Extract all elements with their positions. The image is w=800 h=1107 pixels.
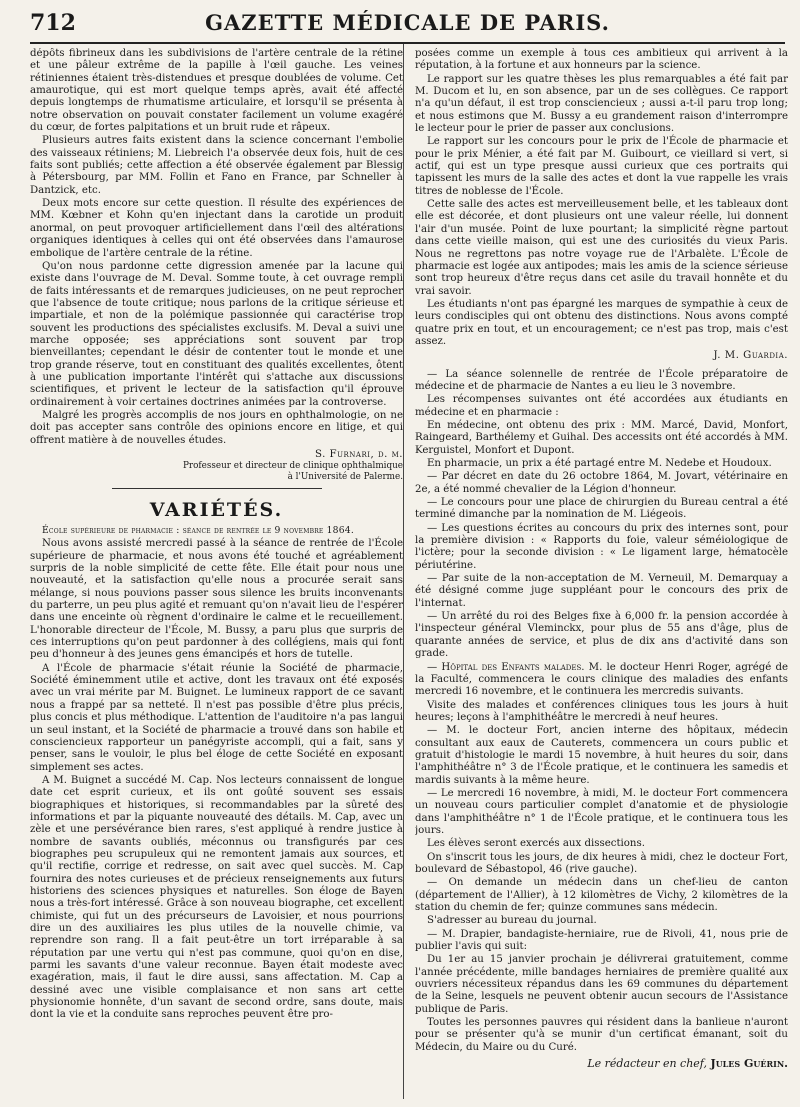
column-divider — [403, 44, 404, 1099]
paragraph: Les étudiants n'ont pas épargné les marques de sympathie à ceux de leurs condisciples qui ont obtenu des distinctions. Nous avons compté quatre prix en tout, et un encouragement; ce n'est pas trop, mais c'est assez. — [415, 298, 788, 347]
editor-name: Jules Guérin. — [710, 1057, 788, 1071]
page-number: 712 — [30, 10, 76, 36]
news-item: — Le concours pour une place de chirurgien du Bureau central a été terminé dimanche par la nomination de M. Liégeois. — [415, 497, 788, 521]
page-header — [30, 8, 785, 44]
right-column — [415, 48, 788, 1093]
news-item: Du 1er au 15 janvier prochain je délivrerai gratuitement, comme l'année précédente, mille bandages herniaires de première qualité aux ouvriers nécessiteux répandus dans les 69 communes du département de la Seine, lesquels ne peuvent obtenir aucun secours de l'Assistance publique de Paris. — [415, 954, 788, 1015]
news-item-label: — Hôpital des Enfants malades. — [427, 661, 585, 673]
author-title: Professeur et directeur de clinique ophthalmique — [183, 461, 403, 472]
author-name: S. Furnari, d. m. — [314, 449, 403, 460]
news-item: En médecine, ont obtenu des prix : MM. Marcé, David, Monfort, Raingeard, Barthélemy et Guihal. Des accessits ont été accordés à MM. Kerguistel, Monfort et Dupont. — [415, 419, 788, 456]
article-signature — [415, 350, 788, 362]
article-subhead: École supérieure de pharmacie : séance de rentrée le 9 novembre 1864. — [42, 525, 354, 537]
news-item: — La séance solennelle de rentrée de l'École préparatoire de médecine et de pharmacie de Nantes a eu lieu le 3 novembre. — [415, 368, 788, 392]
paragraph: Plusieurs autres faits existent dans la science concernant l'embolie des vaisseaux rétiniens; M. Liebreich l'a observée deux fois, huit de ces faits sont publiés; cette affection a été observée également par Blessig à Pétersbourg, par MM. Follin et Fano en France, par Schneller à Dantzick, etc. — [30, 135, 403, 196]
paragraph: Malgré les progrès accomplis de nos jours en ophthalmologie, on ne doit pas accepter sans contrôle des opinions encore en litige, et qui offrent matière à de nouvelles études. — [30, 409, 403, 446]
editor-credit-prefix: Le rédacteur en chef, — [587, 1057, 707, 1071]
news-item: Les récompenses suivantes ont été accordées aux étudiants en médecine et en pharmacie : — [415, 394, 788, 418]
paragraph: dépôts fibrineux dans les subdivisions de l'artère centrale de la rétine et une pâleur extrême de la papille à l'œil gauche. Les veines rétiniennes étaient très-distendues et presque doublées de volume. Cet amaurotique, qui est mort quelque temps après, avait été affecté depuis longtemps de rhumatisme articulaire, et lorsqu'il se présenta à notre observation on pouvait constater facilement un volume exagéré du cœur, de fortes palpitations et un bruit rude et râpeux. — [30, 48, 403, 134]
journal-title: GAZETTE MÉDICALE DE PARIS. — [205, 10, 610, 35]
paragraph: Deux mots encore sur cette question. Il résulte des expériences de MM. Kœbner et Kohn qu'en injectant dans la carotide un produit anormal, on peut provoquer artificiellement dans l'œil des altérations organiques identiques à celles qui ont été observées dans l'amaurose embolique de l'artère centrale de la rétine. — [30, 198, 403, 259]
paragraph: A M. Buignet a succédé M. Cap. Nos lecteurs connaissent de longue date cet esprit curieux, et ils ont goûté souvent ses essais biographiques et historiques, si recommandables par la sûreté des informations et par la piquante nouveauté des détails. M. Cap, avec un zèle et une persévérance bien rares, s'est appliqué à rendre justice à nombre de savants oubliés, méconnus ou transfigurés par ces biographes peu scrupuleux qui ne remontent jamais aux sources, et qu'il rectifie, corrige et redresse, on sait avec quel succès. M. Cap fournira des notes curieuses et de précieux renseignements aux futurs historiens des sciences physiques et naturelles. Son éloge de Bayen nous a très-fort intéressé. Grâce à son nouveau biographe, cet excellent chimiste, qui fut un des précurseurs de Lavoisier, et nous pourrions dire un des auxiliaires les plus utiles de la nouvelle chimie, va reprendre son rang. Il a fait peut-être un tort irréparable à sa réputation par une vertu qui n'est pas commune, quoi qu'on en dise, parmi les savants d'une valeur reconnue. Bayen était modeste avec exagération, mais, il faut le dire aussi, sans affectation. M. Cap a dessiné avec une visible complaisance et non sans art cette physionomie honnête, d'un savant de second ordre, sans doute, mais dont la vie et la conduite sans reproches peuvent être pro- — [30, 774, 403, 1021]
paragraph: Le rapport sur les quatre thèses les plus remarquables a été fait par M. Ducom et lu, en son absence, par un de ses collègues. Ce rapport n'a qu'un défaut, il est trop consciencieux ; aussi a-t-il paru trop long; et nous estimons que M. Bussy a eu grandement raison d'interrompre le lecteur pour le prier de passer aux conclusions. — [415, 73, 788, 135]
paragraph: Le rapport sur les concours pour le prix de l'École de pharmacie et pour le prix Ménier, a été fait par M. Guibourt, ce vieillard si vert, si actif, qui est un type presque aussi curieux que ces portraits qui tapissent les murs de la salle des actes et dont la vue rappelle les vrais titres de noblesse de l'École. — [415, 136, 788, 197]
news-item: — Par suite de la non-acceptation de M. Verneuil, M. Demarquay a été désigné comme juge suppléant pour le concours des prix de l'internat. — [415, 573, 788, 609]
news-item: — On demande un médecin dans un chef-lieu de canton (département de l'Allier), à 12 kilomètres de Vichy, 2 kilomètres de la station du chemin de fer; quinze communes sans médecin. — [415, 877, 788, 914]
paragraph: Nous avons assisté mercredi passé à la séance de rentrée de l'École supérieure de pharmacie, et nous avons été touché et agréablement surpris de la noble simplicité de cette fête. Elle était pour nous une nouveauté, et la satisfaction qu'elle nous a procurée serait sans mélange, si nous pouvions passer sous silence les bruits inconvenants du parterre, un peu plus agité et remuant qu'on n'avait lieu de l'espérer dans une enceinte où règnent d'ordinaire le calme et le recueillement. L'honorable directeur de l'École, M. Bussy, a paru plus que surpris de ces interruptions qu'on peut pardonner à des collégiens, mais qui font peu d'honneur à des jeunes gens émancipés et hors de tutelle. — [30, 538, 403, 661]
paragraph: Cette salle des actes est merveilleusement belle, et les tableaux dont elle est décorée, et dont plusieurs ont une valeur réelle, lui donnent l'air d'un musée. Point de luxe pourtant; la simplicité règne partout dans cette vieille maison, qui est une des curiosités du vieux Paris. Nous ne regrettons pas notre voyage rue de l'Arbalète. L'École de pharmacie est logée aux antipodes; mais les amis de la science sérieuse sont trop heureux d'être reçus dans cet asile du travail honnête et du vrai savoir. — [415, 199, 788, 297]
author-name: J. M. Guardia. — [713, 350, 788, 362]
news-item: — M. Drapier, bandagiste-herniaire, rue de Rivoli, 41, nous prie de publier l'avis qui suit: — [415, 928, 788, 953]
news-item: — Un arrêté du roi des Belges fixe à 6,000 fr. la pension accordée à l'inspecteur général Vleminckx, pour plus de 55 ans d'âge, plus de quarante années de service, et plus de dix ans d'activité dans son grade. — [415, 611, 788, 660]
news-item-text: M. le docteur Henri Roger, agrégé de la Faculté, commencera le cours clinique des maladies des enfants mercredi 16 novembre, et le continuera les mercredis suivants. — [415, 661, 788, 698]
author-signature — [30, 449, 403, 461]
left-column — [30, 48, 403, 1093]
paragraph: Qu'on nous pardonne cette digression amenée par la lacune qui existe dans l'ouvrage de M. Deval. Somme toute, à cet ouvrage rempli de faits intéressants et de remarques judicieuses, on ne peut reprocher que l'absence de toute critique; nous parlons de la critique sérieuse et impartiale, et non de la polémique passionnée qui caractérise trop souvent les productions des spécialistes exclusifs. M. Deval a suivi une marche opposée; ses appréciations sont souvent par trop bienveillantes; cependant le désir de contenter tout le monde et une trop grande réserve, tout en constituant des qualités excellentes, ôtent à une publication importante l'intérêt qui s'attache aux discussions scientifiques, et privent le lecteur de la satisfaction qu'il éprouve ordinairement à voir certaines doctrines animées par la controverse. — [30, 260, 403, 408]
news-item: En pharmacie, un prix a été partagé entre M. Nedebe et Houdoux. — [427, 458, 772, 469]
paragraph: A l'École de pharmacie s'était réunie la Société de pharmacie, Société éminemment utile et active, dont les travaux ont été exposés avec un vrai mérite par M. Buignet. Le lumineux rapport de ce savant nous a frappé par sa netteté. Il n'est pas possible d'être plus précis, plus concis et plus méthodique. L'attention de l'auditoire n'a pas langui un seul instant, et la Société de pharmacie a trouvé dans son habile et consciencieux rapporteur un panégyriste accompli, qui a fait, sans y penser, sans le vouloir, le plus bel éloge de cette Société en exposant simplement ses actes. — [30, 662, 403, 773]
news-item: Toutes les personnes pauvres qui résident dans la banlieue n'auront pour se présenter qu'à se munir d'un certificat émanant, soit du Médecin, du Maire ou du Curé. — [415, 1017, 788, 1053]
news-item: — Le mercredi 16 novembre, à midi, M. le docteur Fort commencera un nouveau cours particulier complet d'anatomie et de physiologie dans l'amphithéâtre n° 1 de l'École pratique, et le continuera tous les jours. — [415, 787, 788, 836]
news-item: S'adresser au bureau du journal. — [427, 915, 597, 927]
news-item: Les élèves seront exercés aux dissections. — [427, 838, 645, 850]
section-rule — [112, 488, 322, 489]
news-item: Visite des malades et conférences cliniques tous les jours à huit heures; leçons à l'amphithéâtre le mercredi à neuf heures. — [415, 699, 788, 723]
news-item: — Par décret en date du 26 octobre 1864, M. Jovart, vétérinaire en 2e, a été nommé chevalier de la Légion d'honneur. — [415, 471, 788, 495]
editor-credit — [415, 1058, 788, 1070]
author-affiliation: à l'Université de Palerme. — [287, 471, 403, 482]
section-title: VARIÉTÉS. — [149, 499, 284, 522]
news-item — [415, 662, 788, 699]
news-item: — M. le docteur Fort, ancien interne des hôpitaux, médecin consultant aux eaux de Cauterets, commencera un cours public et gratuit d'histologie le mardi 15 novembre, à huit heures du soir, dans l'amphithéâtre n° 3 de l'École pratique, et le continuera les samedis et mardis suivants à la même heure. — [415, 725, 788, 786]
news-item: On s'inscrit tous les jours, de dix heures à midi, chez le docteur Fort, boulevard de Sébastopol, 46 (rive gauche). — [415, 851, 788, 875]
news-item: — Les questions écrites au concours du prix des internes sont, pour la première division : « Rapports du foie, valeur séméiologique de l'ictère; pour la seconde division : « Le ligament large, hématocèle périutérine. — [415, 522, 788, 571]
paragraph: posées comme un exemple à tous ces ambitieux qui arrivent à la réputation, à la fortune et aux honneurs par la science. — [415, 48, 788, 72]
